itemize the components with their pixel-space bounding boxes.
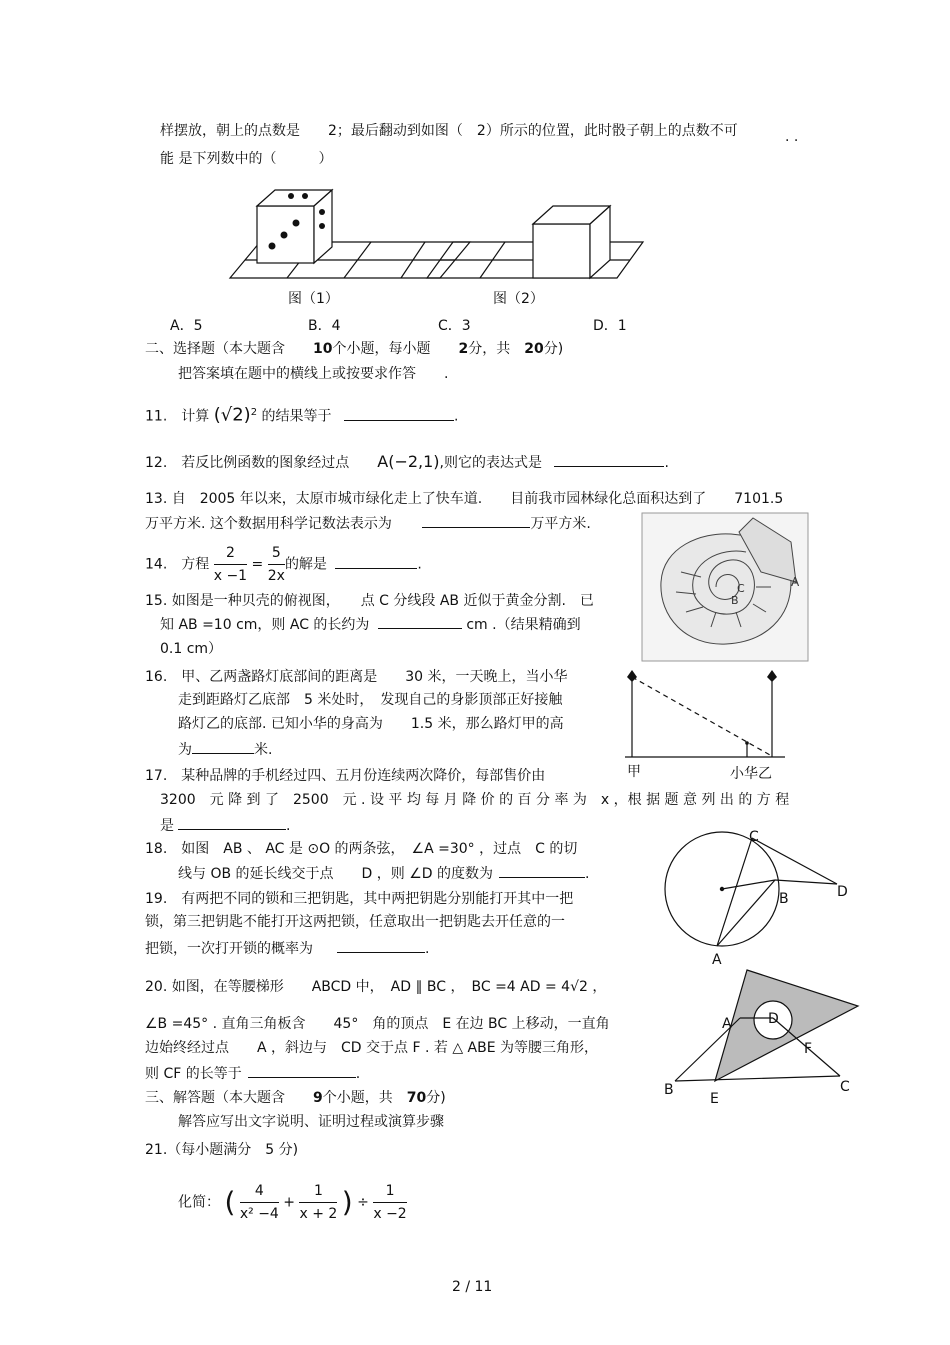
q12: 12. 若反比例函数的图象经过点 A(−2,1),则它的表达式是 . bbox=[145, 452, 669, 471]
circle-label-c: C bbox=[749, 829, 759, 845]
circle-label-b: B bbox=[779, 891, 789, 907]
intro-line1: 样摆放，朝上的点数是 2；最后翻动到如图（ 2）所示的位置，此时骰子朝上的点数不可 bbox=[160, 123, 738, 139]
q18-line2: 线与 OB 的延长线交于点 D ，则 ∠D 的度数为 . bbox=[178, 863, 589, 883]
q19-line3: 把锁，一次打开锁的概率为 . bbox=[145, 938, 429, 958]
point-a: A(−2,1) bbox=[377, 452, 440, 471]
q21-title: 21.（每小题满分 5 分) bbox=[145, 1142, 299, 1158]
q17-answer-blank[interactable] bbox=[178, 815, 286, 830]
fraction-1-over-x-2: $\frac{1}{x -2}$ bbox=[373, 1180, 406, 1225]
q20-line1: 20. 如图，在等腰梯形 ABCD 中， AD ∥ BC ， BC =4 AD = 4√2 ， bbox=[145, 979, 607, 995]
street-lamp-figure bbox=[620, 662, 790, 762]
q19-line2: 锁，第三把钥匙不能打开这两把锁，任意取出一把钥匙去开任意的一 bbox=[145, 914, 565, 930]
shell-label-c: C bbox=[737, 582, 745, 595]
q15-answer-blank[interactable] bbox=[378, 614, 462, 629]
q16-line3: 路灯乙的底部. 已知小华的身高为 1.5 米，那么路灯甲的高 bbox=[178, 716, 564, 732]
trap-label-c: C bbox=[840, 1079, 850, 1095]
q13-line1: 13. 自 2005 年以来，太原市城市绿化走上了快车道. 目前我市园林绿化总面积达到了 7101.5 bbox=[145, 491, 784, 507]
option-d: D．1 bbox=[593, 318, 627, 334]
section2-title: 二、选择题（本大题含 10个小题，每小题 2分，共 20分) bbox=[145, 341, 564, 357]
page-number: 2 / 11 bbox=[452, 1279, 493, 1295]
q19-answer-blank[interactable] bbox=[337, 938, 425, 953]
shell-label-a: A bbox=[791, 575, 800, 589]
fig1-caption: 图（1） bbox=[288, 291, 339, 307]
q17-line3: 是 . bbox=[160, 815, 290, 835]
lamp-jia-label: 甲 bbox=[627, 764, 641, 780]
section3-note: 解答应写出文字说明、证明过程或演算步骤 bbox=[178, 1114, 444, 1130]
q14-answer-blank[interactable] bbox=[335, 554, 417, 569]
q20-line3: 边始终经过点 A ，斜边与 CD 交于点 F . 若 △ ABE 为等腰三角形， bbox=[145, 1040, 599, 1056]
sqrt2-expression: (√2) bbox=[213, 404, 251, 426]
q18-line1: 18. 如图 AB 、 AC 是 ⊙O 的两条弦， ∠A =30° ，过点 C 的切 bbox=[145, 841, 578, 857]
option-c: C．3 bbox=[438, 318, 471, 334]
q20-answer-blank[interactable] bbox=[248, 1063, 356, 1078]
circle-label-a: A bbox=[712, 952, 722, 968]
q20-line2: ∠B =45° . 直角三角板含 45° 角的顶点 E 在边 BC 上移动，一直角 bbox=[145, 1016, 610, 1032]
q21-expression: 化简： ( $\frac{4}{\text{x² −4}}$ + $\frac{1}{x + 2}$ ) ÷ $\frac{1}{x -2}$ bbox=[178, 1180, 407, 1225]
q19-line1: 19. 有两把不同的锁和三把钥匙，其中两把钥匙分别能打开其中一把 bbox=[145, 891, 574, 907]
q16-line4: 为 米. bbox=[178, 739, 272, 759]
circle-label-d: D bbox=[837, 884, 848, 900]
trap-label-d: D bbox=[768, 1011, 779, 1027]
shell-label-b: B bbox=[731, 594, 739, 607]
q14: 14. 方程 $\frac{2}{x -1}$ = $\frac{5}{2x}$ 的解是 . bbox=[145, 542, 422, 587]
fraction-4-over-x2-4: $\frac{4}{\text{x² −4}}$ bbox=[240, 1180, 279, 1225]
option-a: A．5 bbox=[170, 318, 203, 334]
section3-title: 三、解答题（本大题含 9个小题，共 70分) bbox=[145, 1090, 446, 1106]
fraction-2-over-x-1: $\frac{2}{x -1}$ bbox=[214, 542, 247, 587]
option-b: B．4 bbox=[308, 318, 341, 334]
fig2-caption: 图（2） bbox=[493, 291, 544, 307]
q15-line1: 15. 如图是一种贝壳的俯视图， 点 C 分线段 AB 近似于黄金分割. 已 bbox=[145, 593, 594, 609]
intro-line2: 能 是下列数中的（ ） bbox=[160, 151, 333, 167]
section2-note: 把答案填在题中的横线上或按要求作答 . bbox=[178, 366, 449, 382]
q13-answer-blank[interactable] bbox=[422, 513, 530, 528]
q12-answer-blank[interactable] bbox=[554, 452, 664, 467]
trapezoid-triangle-figure bbox=[660, 968, 865, 1093]
trap-label-f: F bbox=[804, 1041, 813, 1057]
q15-line2: 知 AB =10 cm，则 AC 的长约为 cm .（结果精确到 bbox=[160, 614, 581, 634]
fraction-1-over-x-plus-2: $\frac{1}{x + 2}$ bbox=[299, 1180, 337, 1225]
shell-image bbox=[641, 512, 809, 662]
trap-label-a: A bbox=[722, 1016, 732, 1032]
trap-label-e: E bbox=[710, 1091, 719, 1107]
q16-answer-blank[interactable] bbox=[192, 739, 254, 754]
q11: 11. 计算 $(√2)^2$ 的结果等于 . bbox=[145, 404, 459, 426]
dice-figure bbox=[225, 180, 650, 280]
trap-label-b: B bbox=[664, 1082, 674, 1098]
lamp-xiaohua-yi-label: 小华乙 bbox=[730, 766, 772, 782]
q18-answer-blank[interactable] bbox=[499, 863, 585, 878]
q16-line1: 16. 甲、乙两盏路灯底部间的距离是 30 米，一天晚上，当小华 bbox=[145, 669, 568, 685]
q17-line2: 3200 元 降 到 了 2500 元 . 设 平 均 每 月 降 价 的 百 分 率 为 x ，根 据 题 意 列 出 的 方 程 bbox=[160, 792, 790, 808]
fraction-5-over-2x: $\frac{5}{2x}$ bbox=[268, 542, 285, 587]
q13-line2: 万平方米. 这个数据用科学记数法表示为 万平方米. bbox=[145, 513, 591, 533]
q16-line2: 走到距路灯乙底部 5 米处时， 发现自己的身影顶部正好接触 bbox=[178, 692, 563, 708]
q11-answer-blank[interactable] bbox=[344, 406, 454, 421]
emphasis-dots: . . bbox=[785, 129, 799, 145]
q20-line4: 则 CF 的长等于 . bbox=[145, 1063, 360, 1083]
q17-line1: 17. 某种品牌的手机经过四、五月份连续两次降价，每部售价由 bbox=[145, 768, 546, 784]
q15-line3: 0.1 cm） bbox=[160, 641, 223, 657]
